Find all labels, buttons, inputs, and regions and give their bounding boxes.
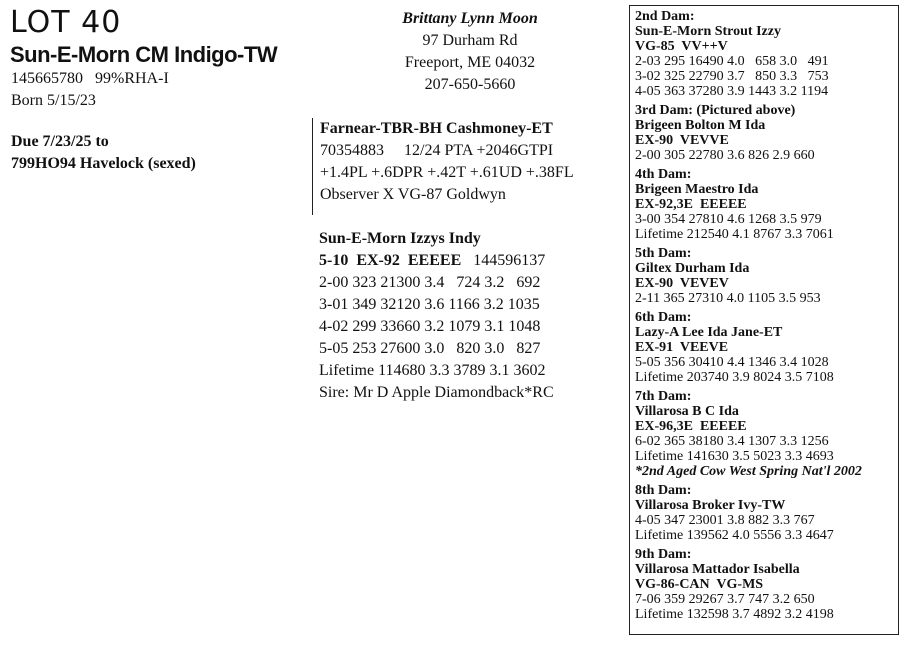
- generation-record-row: 4-05 347 23001 3.8 882 3.3 767: [635, 513, 815, 528]
- generation-dam-name: Lazy-A Lee Ida Jane-ET: [635, 325, 783, 340]
- dam-block: [319, 228, 554, 404]
- generation-heading: 7th Dam:: [635, 389, 692, 404]
- lot-number: LOT 40: [10, 5, 122, 40]
- dam-record-row: 2-00 323 21300 3.4 724 3.2 692: [319, 274, 541, 291]
- generation-record-row: Lifetime 132598 3.7 4892 3.2 4198: [635, 607, 834, 622]
- sire-name: Farnear-TBR-BH Cashmoney-ET: [320, 120, 553, 137]
- dam-records: [319, 272, 554, 382]
- generation-score: EX-96,3E EEEEE: [635, 419, 747, 434]
- pedigree-generation: [635, 167, 898, 242]
- dam-sire-line: Sire: Mr D Apple Diamondback*RC: [319, 384, 554, 401]
- generation-record-row: 6-02 365 38180 3.4 1307 3.3 1256: [635, 434, 829, 449]
- pedigree-generation: [635, 103, 898, 163]
- generation-record-row: 2-00 305 22780 3.6 826 2.9 660: [635, 148, 815, 163]
- extended-pedigree-box: [629, 5, 899, 635]
- generation-record-row: 7-06 359 29267 3.7 747 3.2 650: [635, 592, 815, 607]
- generation-score: EX-91 VEEVE: [635, 340, 729, 355]
- generation-heading: 5th Dam:: [635, 246, 692, 261]
- consignor-phone: 207-650-5660: [424, 76, 516, 93]
- dam-record-row: 5-05 253 27600 3.0 820 3.0 827: [319, 340, 541, 357]
- dam-classification-line: [319, 250, 554, 272]
- generation-score: VG-85 VV++V: [635, 39, 728, 54]
- sire-block: [312, 118, 574, 215]
- generation-record-row: 4-05 363 37280 3.9 1443 3.2 1194: [635, 84, 829, 99]
- generation-record-row: Lifetime 139562 4.0 5556 3.3 4647: [635, 528, 834, 543]
- generation-score: EX-90 VEVVE: [635, 133, 729, 148]
- dam-name: Sun-E-Morn Izzys Indy: [319, 230, 481, 247]
- service-sire: 799HO94 Havelock (sexed): [11, 155, 196, 172]
- generation-record-row: Lifetime 141630 3.5 5023 3.3 4693: [635, 449, 834, 464]
- sire-pedigree-line: Observer X VG-87 Goldwyn: [320, 186, 506, 203]
- birth-date: Born 5/15/23: [11, 92, 96, 109]
- generation-heading: 2nd Dam:: [635, 9, 695, 24]
- pedigree-generation: [635, 547, 898, 622]
- animal-name: Sun-E-Morn CM Indigo-TW: [10, 42, 278, 67]
- generation-record-row: Lifetime 212540 4.1 8767 3.3 7061: [635, 227, 834, 242]
- generation-dam-name: Sun-E-Morn Strout Izzy: [635, 24, 781, 39]
- consignor-block: [360, 8, 580, 96]
- generation-score: EX-90 VEVEV: [635, 276, 729, 291]
- generation-dam-name: Villarosa B C Ida: [635, 404, 739, 419]
- generation-record-row: 3-00 354 27810 4.6 1268 3.5 979: [635, 212, 822, 227]
- dam-record-row: 4-02 299 33660 3.2 1079 3.1 1048: [319, 318, 541, 335]
- generation-record-row: Lifetime 203740 3.9 8024 3.5 7108: [635, 370, 834, 385]
- sire-traits-line: +1.4PL +.6DPR +.42T +.61UD +.38FL: [320, 164, 574, 181]
- generation-record-row: 2-11 365 27310 4.0 1105 3.5 953: [635, 291, 821, 306]
- generation-dam-name: Villarosa Mattador Isabella: [635, 562, 800, 577]
- generation-score: VG-86-CAN VG-MS: [635, 577, 764, 592]
- due-date: Due 7/23/25 to: [11, 133, 109, 150]
- generation-heading: 6th Dam:: [635, 310, 692, 325]
- generation-score: EX-92,3E EEEEE: [635, 197, 747, 212]
- dam-classification: 5-10 EX-92 EEEEE: [319, 252, 462, 269]
- consignor-name: Brittany Lynn Moon: [402, 10, 538, 27]
- consignor-address-street: 97 Durham Rd: [422, 32, 518, 49]
- consignor-address-city: Freeport, ME 04032: [404, 54, 536, 71]
- generation-dam-name: Brigeen Bolton M Ida: [635, 118, 766, 133]
- generation-heading: 4th Dam:: [635, 167, 692, 182]
- dam-registration: 144596137: [473, 252, 546, 269]
- generation-heading: 9th Dam:: [635, 547, 692, 562]
- pedigree-generation: [635, 389, 898, 479]
- pedigree-generation: [635, 9, 898, 99]
- registration-line: 145665780 99%RHA-I: [11, 70, 169, 87]
- generation-heading: 8th Dam:: [635, 483, 692, 498]
- generation-heading: 3rd Dam: (Pictured above): [635, 103, 796, 118]
- pedigree-generation: [635, 483, 898, 543]
- dam-record-row: Lifetime 114680 3.3 3789 3.1 3602: [319, 362, 546, 379]
- pedigree-generation: [635, 310, 898, 385]
- generation-note: *2nd Aged Cow West Spring Nat'l 2002: [635, 464, 862, 479]
- generation-record-row: 3-02 325 22790 3.7 850 3.3 753: [635, 69, 829, 84]
- generation-record-row: 5-05 356 30410 4.4 1346 3.4 1028: [635, 355, 829, 370]
- sire-proof-line: 70354883 12/24 PTA +2046GTPI: [320, 142, 554, 159]
- dam-record-row: 3-01 349 32120 3.6 1166 3.2 1035: [319, 296, 540, 313]
- pedigree-generation: [635, 246, 898, 306]
- generation-dam-name: Villarosa Broker Ivy-TW: [635, 498, 786, 513]
- generation-dam-name: Giltex Durham Ida: [635, 261, 750, 276]
- generation-record-row: 2-03 295 16490 4.0 658 3.0 491: [635, 54, 829, 69]
- generation-dam-name: Brigeen Maestro Ida: [635, 182, 759, 197]
